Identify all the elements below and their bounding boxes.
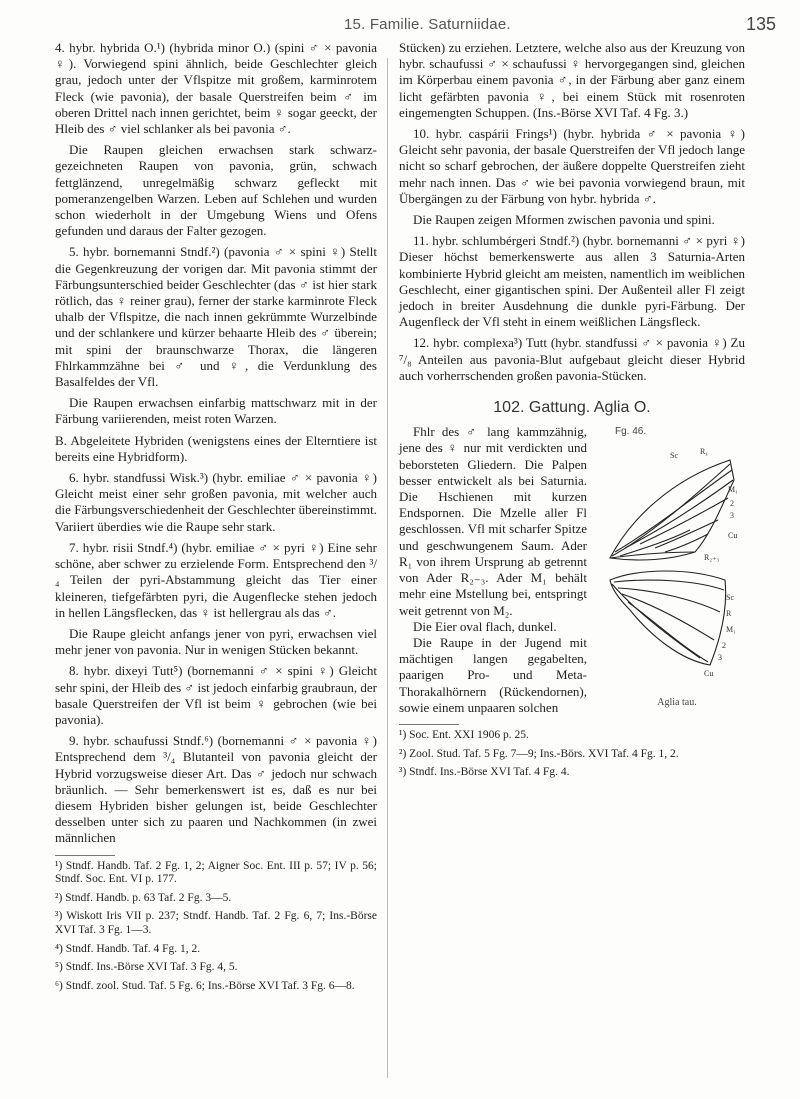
svg-text:Sc: Sc (670, 451, 678, 461)
svg-text:Sc: Sc (726, 593, 734, 603)
svg-text:Cu: Cu (728, 531, 738, 541)
entry-dixeyi: 8. hybr. dixeyi Tutt⁵) (bornemanni ♂ × spini ♀) Gleicht sehr spini, der Hleib des ♂ ist jedoch einfarbig graubraun, der basale Querstreifen der Vfl ist beim ♀ gebrochen (wie bei pavonia). (55, 663, 377, 727)
entry-casparii: 10. hybr. caspárii Frings¹) (hybr. hybrida ♂ × pavonia ♀) Gleicht sehr pavonia, der basale Querstreifen der Vfl jedoch lange nicht so scharf gebrochen, der äußere doppelte Querstreifen zieht mehr nach innen. Das ♂ wie bei pavonia vorwiegend braun, mit Übergängen zu der Färbung von hybr. hybrida ♂. (399, 126, 745, 206)
entry-hybrida-raupen: Die Raupen gleichen erwachsen stark schwarz-gezeichneten Raupen von pavonia, grün, schwach fettglänzend, unregelmäßig schwarz gefleckt mit pomeranzengelben Warzen. Leben auf Schlehen und wurden schon wiederholt in der Umgebung Wiens und Ofens gefunden und daraus der Falter gezogen. (55, 142, 377, 239)
running-header (22, 12, 780, 40)
svg-text:M₁: M₁ (726, 625, 736, 635)
footnote: ¹) Stndf. Handb. Taf. 2 Fg. 1, 2; Aigner Soc. Ent. III p. 57; IV p. 56; Stndf. Soc. Ent. VI p. 177. (55, 859, 377, 886)
svg-text:R: R (726, 609, 732, 619)
subsection-abgeleitete-hybriden: B. Abgeleitete Hybriden (wenigstens eines der Elterntiere ist bereits eine Hybridform). (55, 432, 377, 464)
running-title: 15. Familie. Saturniidae. (344, 16, 511, 33)
svg-text:2: 2 (730, 499, 734, 509)
svg-text:2: 2 (722, 641, 726, 651)
section-heading-aglia: 102. Gattung. Aglia O. (493, 399, 651, 417)
entry-standfussi: 6. hybr. standfussi Wisk.³) (hybr. emiliae ♂ × pavonia ♀) Gleicht meist einer sehr großen pavonia, mit welcher auch die Färbungsverschiedenheit der Geschlechter übereinstimmt. Variiert überdies wie die Raupe sehr stark. (55, 470, 377, 534)
footnote: ⁶) Stndf. zool. Stud. Taf. 5 Fg. 6; Ins.-Börse XVI Taf. 3 Fg. 6—8. (55, 979, 355, 992)
footnote: ¹) Soc. Ent. XXI 1906 p. 25. (399, 728, 529, 741)
svg-text:M₁: M₁ (728, 485, 738, 495)
right-column (399, 40, 745, 785)
footnote: ²) Stndf. Handb. p. 63 Taf. 2 Fg. 3—5. (55, 891, 232, 904)
svg-text:R₁: R₁ (700, 447, 709, 457)
entry-hybrida: 4. hybr. hybrida O.¹) (hybrida minor O.) (spini ♂ × pavonia ♀). Vorwiegend spini ähnlich, beide Geschlechter gleich grau, jedoch unter der Vflspitze mit großem, karminrotem Fleck (wie pavonia), der basale Querstreifen beim ♂ im oberen Drittel nach innen gerichtet, beim ♀ sogar geeckt, der Hleib des ♂ viel schlanker als bei pavonia ♂. (55, 40, 377, 137)
footnote: ⁴) Stndf. Handb. Taf. 4 Fg. 1, 2. (55, 942, 201, 955)
entry-risii-raupe: Die Raupe gleicht anfangs jener von pyri, erwachsen viel mehr jener von pavonia. Nur in wenigen Stücken bekannt. (55, 625, 377, 658)
entry-schlumbergeri: 11. hybr. schlumbérgeri Stndf.²) (hybr. bornemanni ♂ × pyri ♀) Dieser höchst bemerkenswerte aus allen 3 Saturnia-Arten kombinierte Hybrid gleicht am meisten, namentlich im weiblichen Geschlecht, einer gigantischen spini. Der Außenteil aller Fl zeigt jedoch in breiter Ausdehnung die dunkle pyri-Färbung. Der Augenfleck der Vfl steht in einem weißlichen Längsfleck. (399, 233, 745, 330)
genus-description-text: Fhlr des ♂ lang kammzähnig, jene des ♀ nur mit verdickten und beborsteten Gliedern. Die Palpen besser entwickelt als bei Saturnia. Die Hschienen mit kurzen Endspornen. Die Mzelle aller Fl geschlossen. Vfl mit scharfer Spitze und geschwungenem Saum. Ader R₁ von ihrem Ursprung ab getrennt von Ader R₂₋₃. Ader M₁ behält mehr eine Mstellung bei, entspringt weit getrennt von M₂. (399, 424, 587, 618)
entry-complexa: 12. hybr. complexa³) Tutt (hybr. standfussi ♂ × pavonia ♀) Zu ⁷/₈ Anteilen aus pavonia-Blut aufgebaut gleicht dieser Hybrid auch vorherrschenden großen pavonia-Stücken. (399, 335, 745, 383)
aglia-wing-venation-illustration (600, 440, 740, 690)
page-number: 135 (745, 14, 776, 34)
entry-bornemanni-raupen: Die Raupen erwachsen einfarbig mattschwarz mit in der Färbung variierenden, meist roten Warzen. (55, 395, 377, 427)
figure-caption: Aglia tau. (657, 696, 697, 708)
genus-larva: Die Raupe in der Jugend mit mächtigen langen gegabelten, paarigen Pro- und Meta-Thorakalhörnern (Rückendornen), sowie einem unpaaren solchen (399, 634, 587, 715)
footnote: ⁵) Stndf. Ins.-Börse XVI Taf. 3 Fg. 4, 5. (55, 961, 238, 974)
entry-schaufussi: 9. hybr. schaufussi Stndf.⁶) (bornemanni ♂ × pavonia ♀) Entsprechend dem ³/₄ Blutanteil von pavonia gleicht der Hybrid vorzugsweise dieser Art. Das ♂ jedoch nur schwach bräunlich. — Sehr bemerkenswert ist es, daß es nur bei diesem Hybriden bisher gelungen ist, beide Geschlechter desselben unter sich zu paaren und Nachkommen (in zwei männlichen (55, 733, 377, 846)
svg-text:3: 3 (718, 653, 722, 663)
footnote: ³) Wiskott Iris VII p. 237; Stndf. Handb. Taf. 2 Fg. 6, 7; Ins.-Börse XVI Taf. 3 Fg. 1—3. (55, 910, 377, 936)
entry-bornemanni: 5. hybr. bornemanni Stndf.²) (pavonia ♂ × spini ♀) Stellt die Gegenkreuzung der vorigen dar. Mit pavonia stimmt der Färbungsunterschied beider Geschlechter (das ♂ ist hier stark rötlich, das ♀ reiner grau), ferner der starke karminrote Fleck uhalb der Vflspitze, die nach innen gekrümmte Wurzelbinde und der schlankere und kürzer behaarte Hleib des ♂ überein; mit spini der braunschwarze Thorax, die längeren Fhlrkammzähne bei ♂ und ♀, die Verdunklung des Basalfeldes der Vfl. (55, 244, 377, 390)
genus-eggs: Die Eier oval flach, dunkel. (413, 618, 557, 634)
entry-risii: 7. hybr. risii Stndf.⁴) (hybr. emiliae ♂ × pyri ♀) Eine sehr schöne, aber schwer zu erzielende Form. Entsprechend den ³/₄ Teilen der pyri-Abstammung gleicht das Tier einer kleineren, tiefgefärbten pyri, die Augenflecke stehen jedoch in hellen Längsflecken, das ♀ ist hellergrau als das ♂. (55, 539, 377, 620)
entry-continuation: Stücken) zu erziehen. Letztere, welche also aus der Kreuzung von hybr. schaufussi ♂ × schaufussi ♀ hervorgegangen sind, gleichen im Körperbau einem pavonia ♂, in der Färbung aber ganz einem licht gefärbten pavonia ♀, bei einem Stück mit rosenroten eingemengten Schuppen. (Ins.-Börse XVI Taf. 4 Fg. 3.) (399, 40, 745, 120)
svg-text:Cu: Cu (704, 669, 714, 679)
footnote: ²) Zool. Stud. Taf. 5 Fg. 7—9; Ins.-Börs. XVI Taf. 4 Fg. 1, 2. (399, 747, 679, 760)
figure-label: Fg. 46. (615, 426, 647, 438)
svg-text:R₂₊₃: R₂₊₃ (704, 553, 720, 563)
entry-casparii-raupen: Die Raupen zeigen Mformen zwischen pavonia und spini. (413, 212, 715, 228)
figure-46 (595, 424, 745, 711)
column-divider (387, 58, 388, 1078)
svg-text:3: 3 (730, 511, 734, 521)
footnote-rule (55, 855, 115, 856)
left-column (55, 40, 377, 998)
footnote: ³) Stndf. Ins.-Börse XVI Taf. 4 Fg. 4. (399, 766, 570, 779)
footnote-rule (399, 724, 459, 725)
